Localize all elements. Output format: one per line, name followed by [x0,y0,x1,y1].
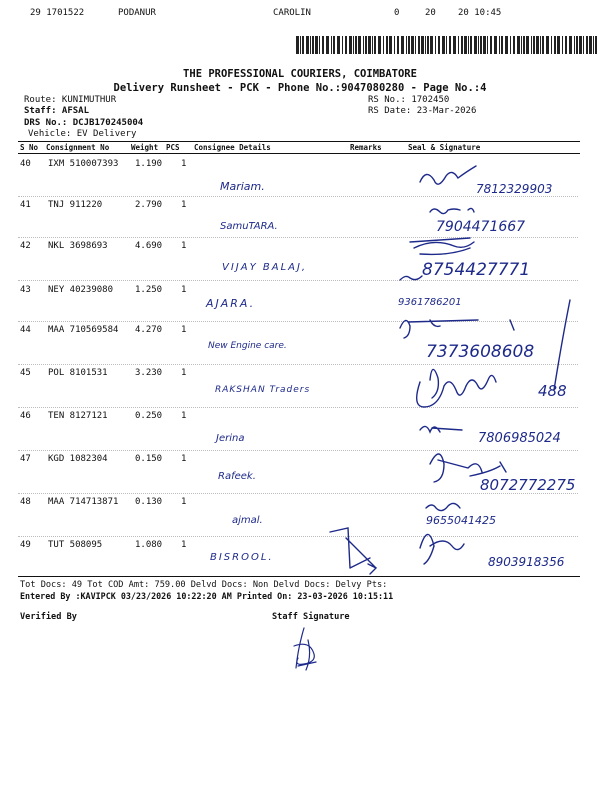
barcode-bar [337,36,340,54]
row-seal: 7373608608 [426,342,535,362]
barcode-bar [593,36,594,54]
row-consignment: IXM 510007393 [48,159,119,169]
barcode-bar [401,36,404,54]
row-pcs: 1 [181,497,187,507]
barcode-bar [513,36,515,54]
top-branch: PODANUR [118,8,156,18]
barcode-bar [315,36,318,54]
row-consignment: TEN 8127121 [48,411,108,421]
runsheet-subtitle: Delivery Runsheet - PCK - Phone No.:9047080280 - Page No.:4 [113,82,487,94]
barcode-bar [533,36,535,54]
barcode-bar [579,36,582,54]
barcode-bar [406,36,407,54]
row-consignee: RAKSHAN Traders [215,385,311,395]
barcode-bar [483,36,486,54]
row-consignee: Jerina [216,433,245,444]
row-consignment: TUT 508095 [48,540,103,550]
barcode-bar [421,36,424,54]
barcode-bar [470,36,472,54]
row-consignee: BISROOL. [210,552,274,563]
barcode-bar [595,36,597,54]
row-weight: 4.690 [135,241,163,251]
row-sno: 42 [20,241,31,251]
barcode-bar [353,36,354,54]
row-consignment: MAA 714713871 [48,497,119,507]
row-seal: 7812329903 [476,182,553,196]
row-consignee: SamuTARA. [220,221,278,232]
barcode-bar [345,36,347,54]
barcode-bar [378,36,381,54]
row-seal: 488 [538,382,567,400]
barcode-bar [546,36,549,54]
row-sno: 43 [20,285,31,295]
footer-entered: Entered By :KAVIPCK 03/23/2026 10:22:20 AM Printed On: 23-03-2026 10:15:11 [20,591,394,601]
barcode-bar [453,36,456,54]
barcode-bar [542,36,544,54]
barcode-bar [418,36,420,54]
barcode-bar [389,36,392,54]
row-weight: 2.790 [135,200,163,210]
company-title: THE PROFESSIONAL COURIERS, COIMBATORE [183,68,417,80]
row-pcs: 1 [181,411,187,421]
row-seal: 8903918356 [488,555,565,569]
barcode-bar [312,36,314,54]
header-rule-top [18,141,580,142]
row-consignee: Rafeek. [218,471,256,482]
barcode-bar [365,36,367,54]
barcode-bar [397,36,399,54]
col-weight: Weight [131,143,159,152]
barcode-bar [499,36,500,54]
barcode-bar [408,36,410,54]
col-consignment: Consignment No [46,143,110,152]
row-seal: 7806985024 [478,431,561,446]
barcode-bar [480,36,482,54]
barcode-bar [363,36,364,54]
barcode-bar [458,36,459,54]
barcode-bar [531,36,532,54]
barcode-bar [565,36,567,54]
delivery-mark [316,520,386,580]
barcode-bar [430,36,433,54]
row-consignee: Mariam. [220,180,265,193]
drs-no: DRS No.: DCJB170245004 [24,118,144,128]
row-consignee: AJARA. [206,297,256,310]
col-remarks: Remarks [350,143,382,152]
barcode-bar [442,36,445,54]
barcode-bar [438,36,440,54]
signature-strokes [390,150,590,580]
barcode-bar [510,36,511,54]
barcode-bar [342,36,343,54]
barcode-bar [300,36,301,54]
row-weight: 0.130 [135,497,163,507]
row-pcs: 1 [181,200,187,210]
barcode-bar [449,36,451,54]
barcode-bar [554,36,556,54]
col-consignee: Consignee Details [194,143,271,152]
footer-totals: Tot Docs: 49 Tot COD Amt: 759.00 Delvd Docs: Non Delvd Docs: Delvy Pts: [20,580,388,590]
route: Route: KUNIMUTHUR [24,95,117,105]
row-consignee: New Engine care. [208,341,287,351]
barcode-bar [557,36,560,54]
barcode-bar [358,36,361,54]
barcode-bar [583,36,584,54]
barcode-bar [501,36,503,54]
barcode-bar [464,36,467,54]
barcode-bar [333,36,335,54]
staff-signature [286,626,326,676]
top-n1: 0 [394,8,400,18]
barcode-bar [302,36,304,54]
row-sno: 40 [20,159,31,169]
row-pcs: 1 [181,454,187,464]
row-weight: 3.230 [135,368,163,378]
barcode-bar [411,36,414,54]
row-consignment: POL 8101531 [48,368,108,378]
barcode-bar [478,36,479,54]
col-seal: Seal & Signature [408,143,481,152]
row-consignee: ajmal. [232,515,263,526]
barcode-bar [490,36,492,54]
row-sno: 47 [20,454,31,464]
row-seal: 9361786201 [398,297,462,308]
row-seal: 9655041425 [426,514,496,527]
barcode-bar [446,36,447,54]
staff-signature-label: Staff Signature [272,612,350,622]
barcode-bar [461,36,463,54]
top-code: 29 1701522 [30,8,85,18]
barcode-bar [517,36,520,54]
row-sno: 41 [20,200,31,210]
row-pcs: 1 [181,325,187,335]
barcode-bar [415,36,416,54]
barcode-bar [521,36,522,54]
barcode-bar [296,36,299,54]
barcode-bar [505,36,508,54]
row-consignment: TNJ 911220 [48,200,103,210]
barcode-bar [427,36,429,54]
barcode-bar [306,36,309,54]
barcode-bar [394,36,395,54]
barcode-bar [331,36,332,54]
row-weight: 1.080 [135,540,163,550]
top-name: CAROLIN [273,8,311,18]
barcode-bar [494,36,497,54]
barcode-bar [355,36,357,54]
barcode-bar [551,36,552,54]
row-pcs: 1 [181,285,187,295]
barcode-bar [540,36,541,54]
row-seal: 7904471667 [436,219,526,235]
row-pcs: 1 [181,241,187,251]
barcode-bar [468,36,469,54]
row-consignment: NKL 3698693 [48,241,108,251]
barcode-bar [526,36,529,54]
row-sno: 45 [20,368,31,378]
barcode-bar [487,36,488,54]
verified-by-label: Verified By [20,612,77,622]
barcode-bar [425,36,426,54]
barcode-bar [523,36,525,54]
barcode-bar [569,36,572,54]
barcode [296,36,598,54]
barcode-bar [374,36,376,54]
barcode-bar [319,36,320,54]
top-n2: 20 [425,8,436,18]
barcode-bar [586,36,588,54]
staff: Staff: AFSAL [24,106,90,116]
row-consignment: KGD 1082304 [48,454,108,464]
col-sno: S No [20,143,39,152]
row-sno: 44 [20,325,31,335]
row-seal: 8072772275 [480,476,576,494]
row-weight: 0.250 [135,411,163,421]
top-n3: 20 10:45 [458,8,502,18]
barcode-bar [562,36,563,54]
barcode-bar [372,36,373,54]
barcode-bar [589,36,592,54]
barcode-bar [536,36,539,54]
row-seal: 8754427771 [422,260,531,280]
rs-no: RS No.: 1702450 [368,95,450,105]
barcode-bar [435,36,436,54]
barcode-bar [322,36,324,54]
row-sno: 48 [20,497,31,507]
col-pcs: PCS [166,143,180,152]
barcode-bar [574,36,575,54]
barcode-bar [326,36,329,54]
rs-date: RS Date: 23-Mar-2026 [368,106,477,116]
barcode-bar [368,36,371,54]
row-sno: 46 [20,411,31,421]
row-sno: 49 [20,540,31,550]
row-weight: 0.150 [135,454,163,464]
row-weight: 1.190 [135,159,163,169]
barcode-bar [474,36,477,54]
barcode-bar [576,36,578,54]
barcode-bar [383,36,384,54]
barcode-bar [386,36,388,54]
row-weight: 4.270 [135,325,163,335]
row-consignment: MAA 710569584 [48,325,119,335]
row-pcs: 1 [181,540,187,550]
row-weight: 1.250 [135,285,163,295]
barcode-bar [349,36,352,54]
vehicle: Vehicle: EV Delivery [28,129,137,139]
row-pcs: 1 [181,159,187,169]
row-consignee: VIJAY BALAJ, [222,262,308,273]
row-pcs: 1 [181,368,187,378]
barcode-bar [310,36,311,54]
row-consignment: NEY 40239080 [48,285,114,295]
